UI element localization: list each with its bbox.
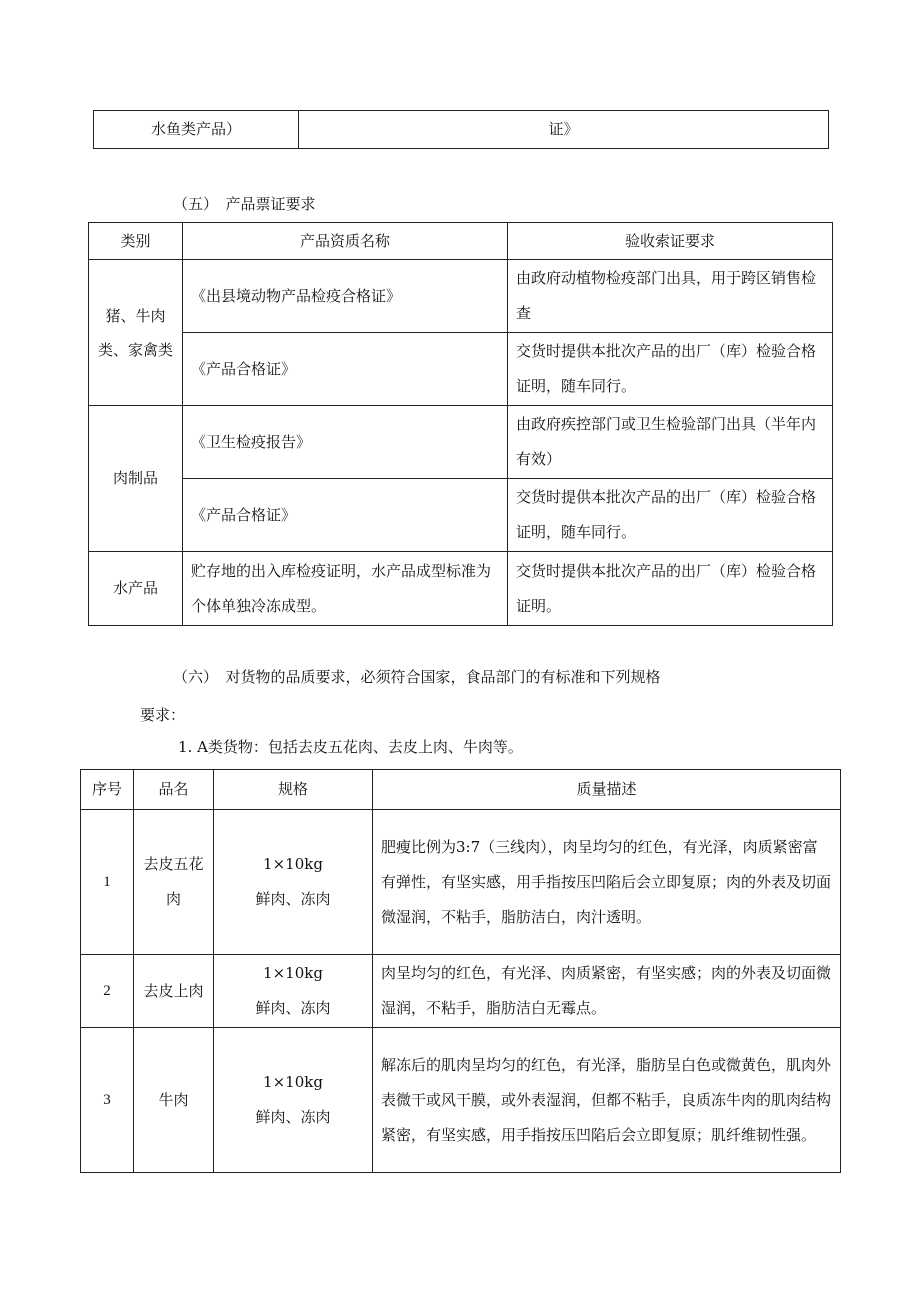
acceptance-requirement-cell: 由政府动植物检疫部门出具，用于跨区销售检查 <box>508 260 833 333</box>
product-name: 去皮上肉 <box>134 955 214 1028</box>
quality-description: 肥瘦比例为3:7（三线肉），肉呈均匀的红色，有光泽，肉质紧密富有弹性，有坚实感，用手指按压凹陷后会立即复原；肉的外表及切面微湿润，不粘手，脂肪洁白，肉汁透明。 <box>373 810 841 955</box>
qualification-name-cell: 《卫生检疫报告》 <box>183 406 508 479</box>
spec-size: 1×10kg <box>263 1073 323 1091</box>
acceptance-requirement-cell: 由政府疾控部门或卫生检验部门出具（半年内有效） <box>508 406 833 479</box>
category-cell: 水产品 <box>89 552 183 626</box>
qualification-name-cell: 《产品合格证》 <box>183 333 508 406</box>
row-number: 2 <box>81 955 134 1028</box>
product-name: 牛肉 <box>134 1028 214 1173</box>
row-number: 3 <box>81 1028 134 1173</box>
top-table-left-cell: 水鱼类产品） <box>94 111 299 149</box>
table-row <box>89 260 833 333</box>
table-row <box>89 552 833 626</box>
ticket-requirements-table <box>88 222 833 626</box>
header-category: 类别 <box>89 223 183 260</box>
top-table-right-cell: 证》 <box>299 111 829 149</box>
product-name: 去皮五花肉 <box>134 810 214 955</box>
category-cell: 猪、牛肉类、家禽类 <box>89 260 183 406</box>
specification <box>214 955 373 1028</box>
table-header-row <box>89 223 833 260</box>
section6-line2: 要求： <box>140 706 186 724</box>
acceptance-requirement-cell: 交货时提供本批次产品的出厂（库）检验合格证明，随车同行。 <box>508 479 833 552</box>
row-number: 1 <box>81 810 134 955</box>
qualification-name-cell: 《产品合格证》 <box>183 479 508 552</box>
quality-description: 解冻后的肌肉呈均匀的红色，有光泽，脂肪呈白色或微黄色，肌肉外表微干或风干膜，或外表湿润，但都不粘手，良质冻牛肉的肌肉结构紧密，有坚实感，用手指按压凹陷后会立即复原；肌纤维韧性强。 <box>373 1028 841 1173</box>
quality-requirements-table <box>80 769 841 1173</box>
section6-subheading: 1. A类货物：包括去皮五花肉、去皮上肉、牛肉等。 <box>178 738 523 756</box>
acceptance-requirement-cell: 交货时提供本批次产品的出厂（库）检验合格证明，随车同行。 <box>508 333 833 406</box>
spec-type: 鲜肉、冻肉 <box>255 999 331 1017</box>
table-row <box>89 406 833 479</box>
table-row <box>81 955 841 1028</box>
header-specification: 规格 <box>214 770 373 810</box>
table-row <box>89 333 833 406</box>
header-number: 序号 <box>81 770 134 810</box>
spec-size: 1×10kg <box>263 964 323 982</box>
header-quality-description: 质量描述 <box>373 770 841 810</box>
header-product-name: 品名 <box>134 770 214 810</box>
section6-line1: （六） 对货物的品质要求，必须符合国家，食品部门的有标准和下列规格 <box>173 668 661 686</box>
table-row <box>81 1028 841 1173</box>
specification <box>214 1028 373 1173</box>
header-qualification-name: 产品资质名称 <box>183 223 508 260</box>
header-acceptance-requirement: 验收索证要求 <box>508 223 833 260</box>
quality-description: 肉呈均匀的红色，有光泽、肉质紧密，有坚实感；肉的外表及切面微湿润，不粘手，脂肪洁白无霉点。 <box>373 955 841 1028</box>
top-table-fragment <box>93 110 829 149</box>
table-row <box>81 810 841 955</box>
section5-heading: （五） 产品票证要求 <box>173 195 316 213</box>
spec-type: 鲜肉、冻肉 <box>255 890 331 908</box>
category-cell: 肉制品 <box>89 406 183 552</box>
specification <box>214 810 373 955</box>
acceptance-requirement-cell: 交货时提供本批次产品的出厂（库）检验合格证明。 <box>508 552 833 626</box>
spec-size: 1×10kg <box>263 855 323 873</box>
table-row <box>89 479 833 552</box>
qualification-name-cell: 贮存地的出入库检疫证明，水产品成型标准为个体单独冷冻成型。 <box>183 552 508 626</box>
table-header-row <box>81 770 841 810</box>
qualification-name-cell: 《出县境动物产品检疫合格证》 <box>183 260 508 333</box>
spec-type: 鲜肉、冻肉 <box>255 1108 331 1126</box>
